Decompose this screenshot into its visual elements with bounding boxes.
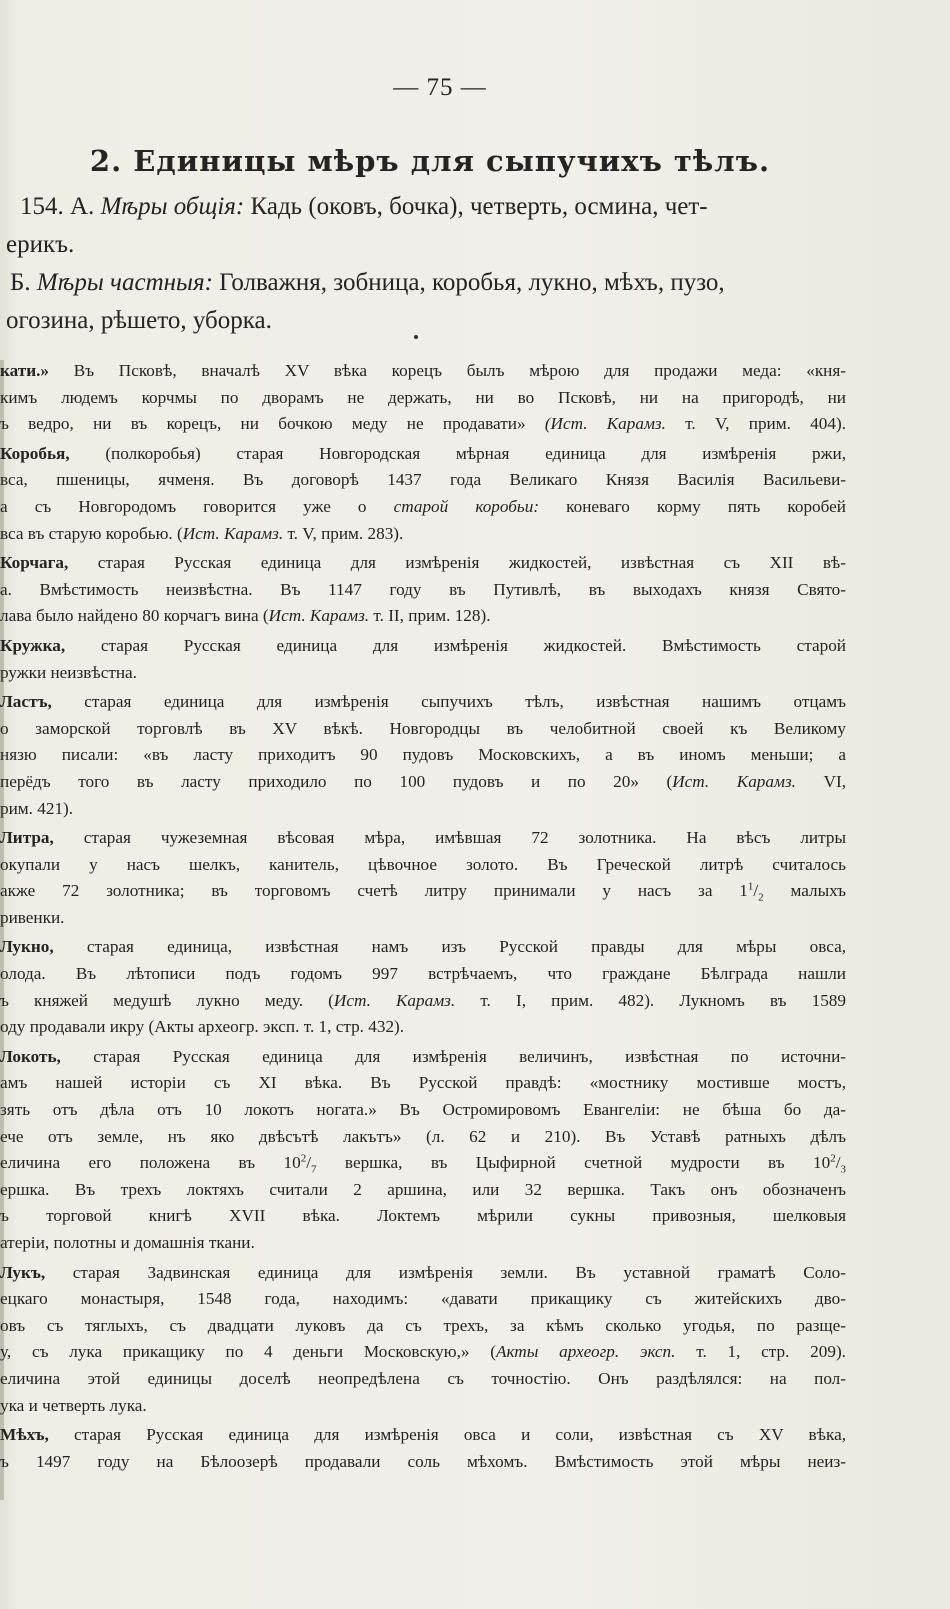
text-line: [0, 1449, 846, 1476]
item-label: Мѣры частныя:: [36, 269, 213, 296]
text-run: ривенки.: [0, 907, 65, 927]
citation: Ист. Карамз.: [333, 990, 456, 1010]
text-line: [0, 1097, 846, 1124]
text-line: [0, 988, 846, 1015]
text-line: [0, 358, 846, 385]
text-line: [0, 1422, 846, 1449]
text-run: олода. Въ лѣтописи подъ годомъ 997 встрѣчаемъ, что граждане Бѣлграда нашли: [0, 964, 846, 984]
text-run: перёдъ того въ ласту приходило по 100 пудовъ и по 20» (: [0, 771, 673, 791]
text-line: [0, 1203, 846, 1230]
text-line: [0, 441, 846, 468]
item-154: [0, 188, 850, 226]
page-number: — 75 —: [393, 74, 487, 101]
text-run: 3: [840, 1163, 846, 1176]
text-run: атеріи, полотны и домашнія ткани.: [0, 1233, 255, 1252]
text-run: вса въ старую коробью. (: [0, 523, 183, 543]
footnotes-body: [0, 358, 846, 1475]
item-label: Мѣры общія:: [100, 193, 245, 220]
text-line: [0, 1260, 846, 1287]
text-line: [0, 905, 846, 932]
text-run: коневаго корму пять коробей: [539, 496, 846, 516]
text-line: [0, 689, 846, 716]
text-line: [0, 852, 846, 879]
text-line: [0, 467, 846, 494]
ink-dot: [414, 335, 418, 339]
text-line: [0, 1014, 846, 1041]
text-run: старая Русская единица для измѣренія жидкостей, извѣстная съ XII вѣ-: [68, 553, 846, 573]
entry-term: Литра,: [0, 828, 54, 848]
text-line: [0, 1286, 846, 1313]
text-line: [0, 1044, 846, 1071]
citation: Ист. Карамз.: [182, 523, 284, 543]
text-run: старая единица, извѣстная намъ изъ Русской правды для мѣры овса,: [53, 937, 846, 957]
text-line: [0, 550, 846, 577]
text-run: старая единица для измѣренія сыпучихъ тѣлъ, извѣстная нашимъ отцамъ: [51, 692, 846, 712]
text-run: 2: [758, 891, 764, 904]
text-run: 2: [300, 1152, 307, 1165]
text-line: [0, 934, 846, 961]
measure-list-section: [0, 188, 850, 340]
text-run: старая Русская единица для измѣренія величинъ, извѣстная по источни-: [60, 1046, 846, 1066]
text-line: [0, 1070, 846, 1097]
text-run: кимъ людемъ корчмы по дворамъ не держать, ни во Псковѣ, ни на пригородѣ, ни: [0, 387, 846, 407]
text-line: [0, 1177, 846, 1204]
item-number: Б.: [10, 269, 37, 296]
item-b-continuation: огозина, рѣшето, уборка.: [6, 307, 272, 334]
text-line: [0, 1393, 846, 1420]
entry-term: Лукъ,: [0, 1262, 46, 1282]
item-text: Голважня, зобница, коробья, лукно, мѣхъ, пузо,: [212, 269, 725, 296]
text-line: [0, 825, 846, 852]
text-run: зять отъ дѣла отъ 10 локотъ ногата.» Въ Остромировомъ Евангеліи: не бѣша бо да-: [0, 1100, 846, 1120]
text-line: [0, 742, 846, 769]
text-run: ъ 1497 году на Бѣлоозерѣ продавали соль мѣхомъ. Вмѣстимость этой мѣры неиз-: [0, 1451, 846, 1471]
text-run: /: [306, 1153, 312, 1173]
text-line: [0, 385, 846, 412]
text-line: [0, 603, 846, 630]
entry-term: Локоть,: [0, 1046, 61, 1066]
text-line: [0, 878, 846, 905]
text-run: старая Задвинская единица для измѣренія земли. Въ уставной граматѣ Соло-: [45, 1262, 846, 1282]
text-run: старая Русская единица для измѣренія жидкостей. Вмѣстимость старой: [65, 635, 846, 655]
text-line: [0, 411, 846, 438]
text-run: а. Вмѣстимость неизвѣстна. Въ 1147 году въ Путивлѣ, въ выходахъ князя Свято-: [0, 579, 846, 599]
text-line: [0, 633, 846, 660]
text-run: т. V, прим. 283).: [283, 523, 404, 543]
citation: старой коробьи:: [393, 496, 540, 516]
text-run: 1: [747, 880, 754, 893]
text-line: [0, 577, 846, 604]
text-run: Въ Псковѣ, вначалѣ XV вѣка корецъ былъ мѣрою для продажи меда: «кня-: [49, 361, 846, 380]
text-line: [0, 1339, 846, 1366]
text-line: [0, 769, 846, 796]
text-run: т. II, прим. 128).: [369, 606, 491, 626]
text-run: оду продавали икру (Акты археогр. эксп. т. 1, стр. 432).: [0, 1017, 405, 1037]
text-line: [0, 1124, 846, 1151]
citation: Акты археогр. эксп.: [496, 1342, 676, 1362]
text-run: /: [753, 881, 759, 901]
text-run: ука и четверть лука.: [0, 1395, 147, 1415]
text-run: (полкоробья) старая Новгородская мѣрная единица для измѣренія ржи,: [69, 443, 846, 463]
text-run: еличина его положена въ 10: [0, 1153, 301, 1173]
text-run: старая чужеземная вѣсовая мѣра, имѣвшая 72 золотника. На вѣсъ литры: [53, 828, 846, 848]
text-line: [0, 961, 846, 988]
text-run: т. V, прим. 404).: [665, 414, 846, 434]
text-run: еличина этой единицы доселѣ неопредѣлена съ точностію. Онъ раздѣлялся: на пол-: [0, 1368, 846, 1388]
text-run: о заморской торговлѣ въ XV вѣкѣ. Новгородцы въ челобитной своей къ Великому: [0, 718, 846, 738]
text-run: рим. 421).: [0, 798, 74, 818]
text-run: овъ съ тяглыхъ, съ двадцати луковъ да съ трехъ, за кѣмъ сколько угодья, по разще-: [0, 1315, 846, 1335]
text-run: а съ Новгородомъ говорится уже о: [0, 496, 394, 516]
text-run: /: [835, 1153, 841, 1173]
text-run: 7: [311, 1163, 317, 1176]
entry-term: Мѣхъ,: [0, 1425, 49, 1445]
text-run: лава было найдено 80 корчагъ вина (: [0, 606, 269, 626]
text-run: ъ княжей медушѣ лукно меду. (: [0, 990, 334, 1010]
text-run: 2: [830, 1152, 836, 1165]
section-title: 2. Единицы мѣръ для сыпучихъ тѣлъ.: [89, 144, 771, 178]
citation: Ист. Карамз.: [268, 606, 370, 626]
text-run: у, съ лука прикащику по 4 деньги Московскую,» (: [0, 1342, 496, 1362]
text-run: вса, пшеницы, ячменя. Въ договорѣ 1437 года Великаго Князя Василія Васильеви-: [0, 470, 846, 490]
text-run: вершка, въ Цыфирной счетной мудрости въ 10: [316, 1153, 831, 1173]
item-154-continuation: ерикъ.: [6, 231, 75, 258]
item-number: 154. А.: [20, 193, 101, 220]
text-run: ъ торговой книгѣ XVII вѣка. Локтемъ мѣрили сукны привозныя, шелковыя: [0, 1206, 846, 1226]
text-run: старая Русская единица для измѣренія овса и соли, извѣстная съ XV вѣка,: [48, 1425, 846, 1445]
text-line: [0, 521, 846, 548]
item-text: Кадь (оковъ, бочка), четверть, осмина, чет-: [244, 193, 708, 220]
text-run: амъ нашей исторіи съ XI вѣка. Въ Русской правдѣ: «мостнику мостивше мостъ,: [0, 1073, 846, 1093]
entry-term: кати.»: [0, 361, 50, 380]
item-b: [0, 264, 850, 302]
text-run: ъ ведро, ни въ корецъ, ни бочкою меду не продавати»: [0, 414, 526, 434]
text-run: ецкаго монастыря, 1548 года, находимъ: «давати прикащику съ житейскихъ дво-: [0, 1289, 846, 1309]
text-run: ружки неизвѣстна.: [0, 662, 137, 682]
text-run: окупали у насъ шелкъ, канитель, цѣвочное золото. Въ Греческой литрѣ считалось: [0, 854, 846, 874]
entry-term: Ластъ,: [0, 692, 52, 712]
text-line: [0, 494, 846, 521]
entry-term: Лукно,: [0, 937, 54, 957]
entry-term: Кружка,: [0, 635, 66, 655]
citation: (Ист. Карамз.: [525, 414, 666, 434]
citation: Ист. Карамз.: [672, 771, 796, 791]
text-run: малыхъ: [763, 881, 846, 901]
text-line: [0, 1230, 846, 1257]
text-run: акже 72 золотника; въ торговомъ счетѣ литру принимали у насъ за 1: [0, 881, 748, 901]
entry-term: Корчага,: [0, 553, 69, 573]
text-run: VI,: [795, 771, 846, 791]
entry-term: Коробья,: [0, 443, 70, 463]
text-line: [0, 796, 846, 823]
text-run: нязю писали: «въ ласту приходитъ 90 пудовъ Московскихъ, а въ иномъ меньши; а: [0, 745, 846, 765]
text-run: т. 1, стр. 209).: [675, 1342, 846, 1362]
text-line: [0, 716, 846, 743]
text-line: [0, 1150, 846, 1177]
text-line: [0, 1313, 846, 1340]
text-run: ершка. Въ трехъ локтяхъ считали 2 аршина, или 32 вершка. Такъ онъ обозначенъ: [0, 1179, 846, 1199]
text-run: т. I, прим. 482). Лукномъ въ 1589: [455, 990, 846, 1010]
text-run: ече отъ земле, нъ яко двѣсътѣ лакътъ»: [0, 1126, 402, 1146]
text-run: (л. 62 и 210). Въ Уставѣ ратныхъ дѣлъ: [401, 1126, 846, 1146]
text-line: [0, 660, 846, 687]
text-line: [0, 1366, 846, 1393]
